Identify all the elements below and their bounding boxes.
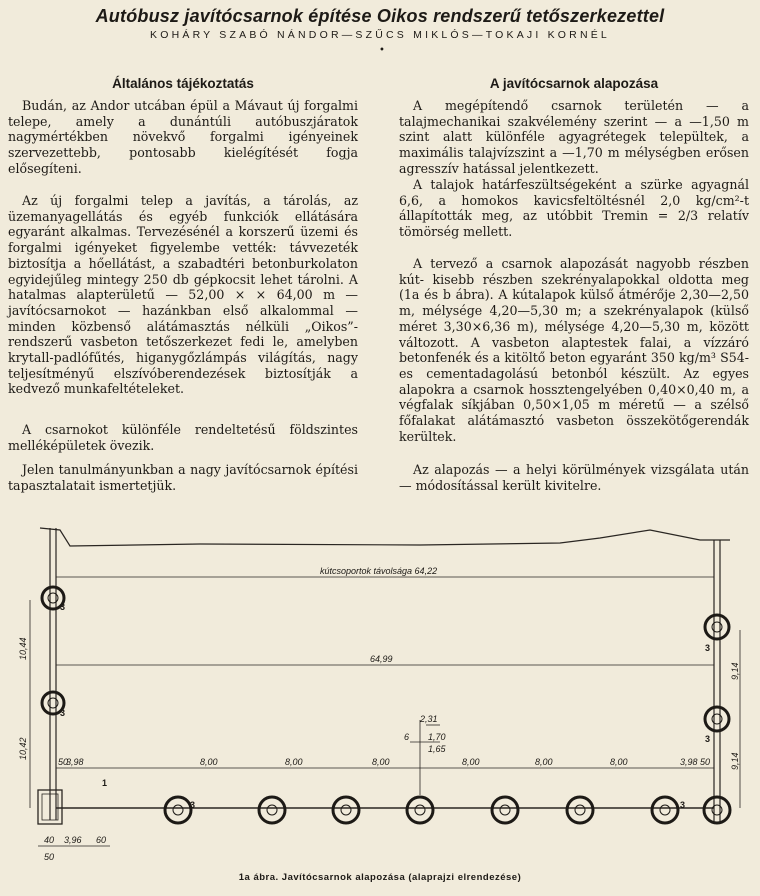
right-heading: A javítócsarnok alapozása	[489, 76, 659, 91]
well-label-left-1: 3	[60, 602, 66, 612]
left-paragraph-3: A csarnokot különféle rendeltetésű földszintes melléképületek övezik.	[8, 422, 358, 453]
well-bottom-7	[652, 797, 678, 823]
spacing-label-1: 50	[58, 757, 69, 767]
right-paragraph-2: A talajok határfeszültségeként a szürke agyagnál 6,6, a homokos kavicsfeltöltésnél 2,0 kg/cm²-t állapították meg, az utóbbit Tremin = 2/3 relatív tömörség mellett.	[399, 177, 749, 240]
dim-label-top: kútcsoportok távolsága 64,22	[320, 566, 438, 576]
well-label-right-1: 3	[705, 643, 711, 653]
bottom-label-2: 50	[44, 852, 55, 862]
well-bottom-8	[704, 797, 730, 823]
detail-label-4: 1,65	[428, 744, 446, 754]
right-paragraph-3: A tervező a csarnok alapozását nagyobb részben kút- kisebb részben szekrényalapokkal oldotta meg (1a és b ábra). A kútalapok külső átmérője 2,30—2,50 m, mélysége 4,20—5,30 m; a szekrényalapok (külső méret 3,30×6,36 m), mélysége 4,20—5,30 m, között változott. A vasbeton alaptestek falai, a vízzáró betonfenék és a kitöltő beton egyaránt 350 kg/m³ S54-es cementadagolású betonból készült. Az egyes alapokra a csarnok hossztengelyében 0,40×0,40 m, a végfalak síkjában 0,50×1,05 m méretű — a szélső főfalakat alátámasztó vasbeton összekötőgerendák kerültek.	[399, 256, 749, 444]
bottom-label-3: 3,96	[64, 835, 82, 845]
well-bottom-2	[259, 797, 285, 823]
left-paragraph-1: Budán, az Andor utcában épül a Mávaut új forgalmi telepe, amely a dunántúli autóbuszjáratok nagymértékben növekvő forgalmi igényeinek szervezettebb, pontosabb kielégítését fogja elősegíteni.	[8, 98, 358, 176]
bottom-label-4: 60	[96, 835, 107, 845]
ground-line	[40, 528, 730, 546]
well-right-2	[705, 707, 729, 731]
spacing-label-10: 8,00	[610, 757, 628, 767]
left-paragraph-4: Jelen tanulmányunkban a nagy javítócsarnok építési tapasztalatait ismertetjük.	[8, 462, 358, 493]
well-bottom-5	[492, 797, 518, 823]
spacing-label-9: 8,00	[535, 757, 553, 767]
spacing-label-2: 3,98	[66, 757, 84, 767]
spacing-label-7: 3,98	[680, 757, 698, 767]
spacing-label-5: 8,00	[372, 757, 390, 767]
box-label: 1	[102, 778, 108, 788]
right-paragraph-1: A megépítendő csarnok területén — a talajmechanikai szakvélemény szerint — a —1,50 m szint alatt különféle agyagrétegek települtek, a maximális talajvízszint a —1,70 m mélységben erősen agresszív hatással jelentkezett.	[399, 98, 749, 176]
detail-label-2: 6	[404, 732, 410, 742]
spacing-label-3: 8,00	[200, 757, 218, 767]
spacing-label-4: 8,00	[285, 757, 303, 767]
dim-label-right-1: 9,14	[730, 662, 740, 680]
well-label-left-2: 3	[60, 708, 66, 718]
well-label-right-2: 3	[705, 734, 711, 744]
well-label-bottom-7: 3	[680, 800, 686, 810]
well-bottom-4	[407, 797, 433, 823]
dim-label-mid: 64,99	[370, 654, 393, 664]
figure-caption: 1a ábra. Javítócsarnok alapozása (alaprajzi elrendezése)	[238, 872, 522, 883]
detail-label-3: 1,70	[428, 732, 446, 742]
well-label-bottom-1: 3	[190, 800, 196, 810]
well-bottom-1	[165, 797, 191, 823]
dim-label-left-2: 10,42	[18, 737, 28, 760]
well-bottom-6	[567, 797, 593, 823]
spacing-label-8: 50	[700, 757, 711, 767]
article-authors: KOHÁRY SZABÓ NÁNDOR—SZŰCS MIKLÓS—TOKAJI KORNÉL	[150, 29, 610, 41]
bottom-label-1: 40	[44, 835, 55, 845]
spacing-label-6: 8,00	[462, 757, 480, 767]
well-right-1	[705, 615, 729, 639]
dim-label-right-2: 9,14	[730, 752, 740, 770]
article-title: Autóbusz javítócsarnok építése Oikos rendszerű tetőszerkezettel	[95, 6, 665, 26]
left-heading: Általános tájékoztatás	[112, 76, 254, 91]
dim-label-left-1: 10,44	[18, 637, 28, 660]
detail-label-1: 2,31	[420, 714, 438, 724]
left-paragraph-2: Az új forgalmi telep a javítás, a tárolás, az üzemanyagellátás és egyéb funkciók ellátására egyaránt alkalmas. Tervezésénél a korszerű üzemi és forgalmi igényeket figyelembe vették: távvezeték biztosítja a hőellátást, a szabadtéri betonburkolaton egyidejűleg mintegy 250 db gépkocsit lehet tárolni. A hatalmas alapterületű — 52,00 × × 64,00 m — javítócsarnokot — hazánkban első alkalommal — minden közbenső alátámasztás nélküli „Oikos”-rendszerű vasbeton tetőszerkezet fedi le, amelyben krytall-padlófűtés, higanygőzlámpás világítás, nagy teljesítményű elszívóberendezések biztosítják a kedvező munkafeltételeket.	[8, 193, 358, 397]
separator-dot: •	[379, 45, 385, 56]
well-bottom-3	[333, 797, 359, 823]
right-paragraph-4: Az alapozás — a helyi körülmények vizsgálata után — módosítással került kivitelre.	[399, 462, 749, 493]
